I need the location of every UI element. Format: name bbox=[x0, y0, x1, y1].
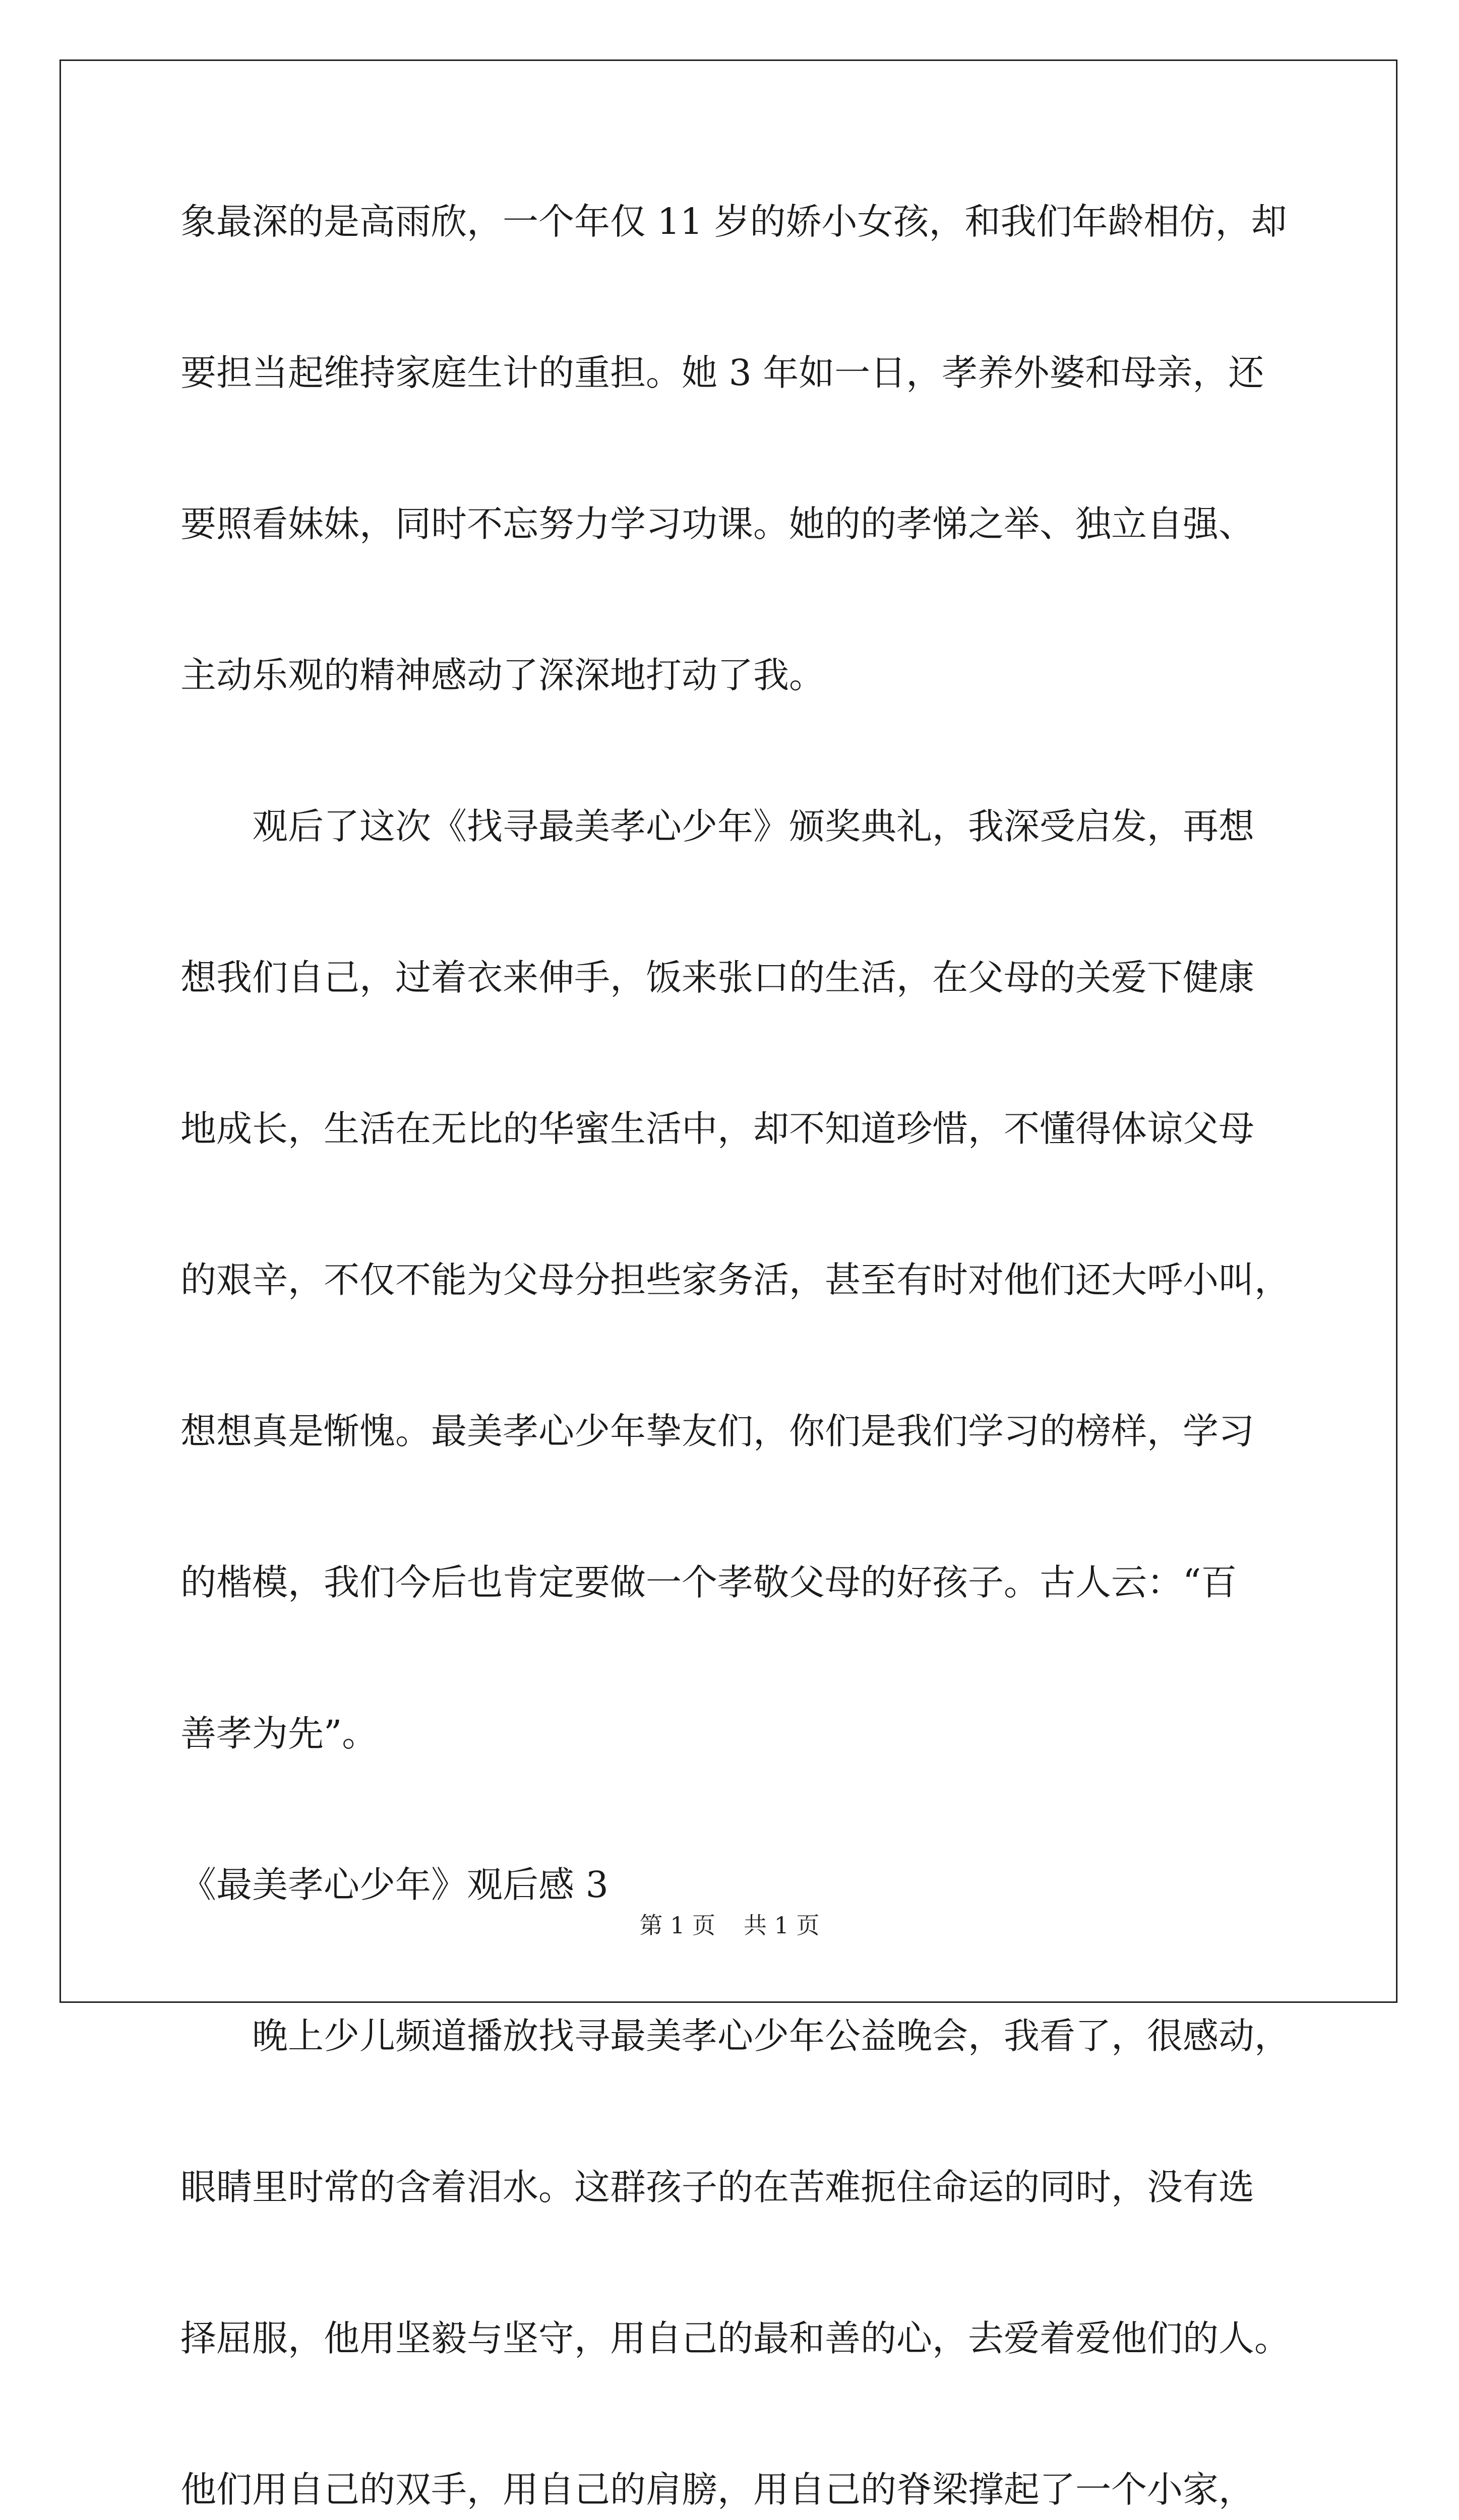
text-line: 眼睛里时常的含着泪水。这群孩子的在苦难扼住命运的同时，没有选 bbox=[180, 2166, 1255, 2208]
text-line: 要担当起维持家庭生计的重担。她 3 年如一日，孝养外婆和母亲，还 bbox=[180, 352, 1264, 394]
section-heading: 《最美孝心少年》观后感 3 bbox=[180, 1864, 609, 1906]
text-line: 的艰辛，不仅不能为父母分担些家务活，甚至有时对他们还大呼小叫， bbox=[180, 1259, 1291, 1301]
text-line: 主动乐观的精神感动了深深地打动了我。 bbox=[180, 654, 825, 696]
text-line: 善孝为先”。 bbox=[180, 1713, 378, 1754]
text-line: 的楷模，我们今后也肯定要做一个孝敬父母的好孩子。古人云：“百 bbox=[180, 1561, 1237, 1603]
page-total: 共 1 页 bbox=[744, 1912, 820, 1939]
page-footer bbox=[0, 1910, 1459, 1940]
document-body bbox=[180, 192, 1290, 2520]
text-line: 地成长，生活在无比的华蜜生活中，却不知道珍惜，不懂得体谅父母 bbox=[180, 1108, 1255, 1150]
text-line: 想我们自己，过着衣来伸手，饭来张口的生活，在父母的关爱下健康 bbox=[180, 957, 1255, 998]
text-line: 择屈服，他用坚毅与坚守，用自己的最和善的心，去爱着爱他们的人。 bbox=[180, 2317, 1291, 2359]
page-number: 第 1 页 bbox=[639, 1912, 715, 1939]
paragraph-start-line: 晚上少儿频道播放找寻最美孝心少年公益晚会，我看了，很感动， bbox=[252, 2015, 1291, 2057]
text-line: 想想真是惭愧。最美孝心少年挚友们，你们是我们学习的榜样，学习 bbox=[180, 1410, 1255, 1452]
text-line: 象最深的是高雨欣，一个年仅 11 岁的娇小女孩，和我们年龄相仿，却 bbox=[180, 201, 1287, 242]
text-line: 他们用自己的双手，用自己的肩膀，用自己的脊梁撑起了一个小家， bbox=[180, 2469, 1255, 2510]
paragraph-start-line: 观后了这次《找寻最美孝心少年》颁奖典礼，我深受启发，再想 bbox=[252, 805, 1255, 847]
text-line: 要照看妹妹，同时不忘努力学习功课。她的的孝悌之举、独立自强、 bbox=[180, 503, 1255, 545]
